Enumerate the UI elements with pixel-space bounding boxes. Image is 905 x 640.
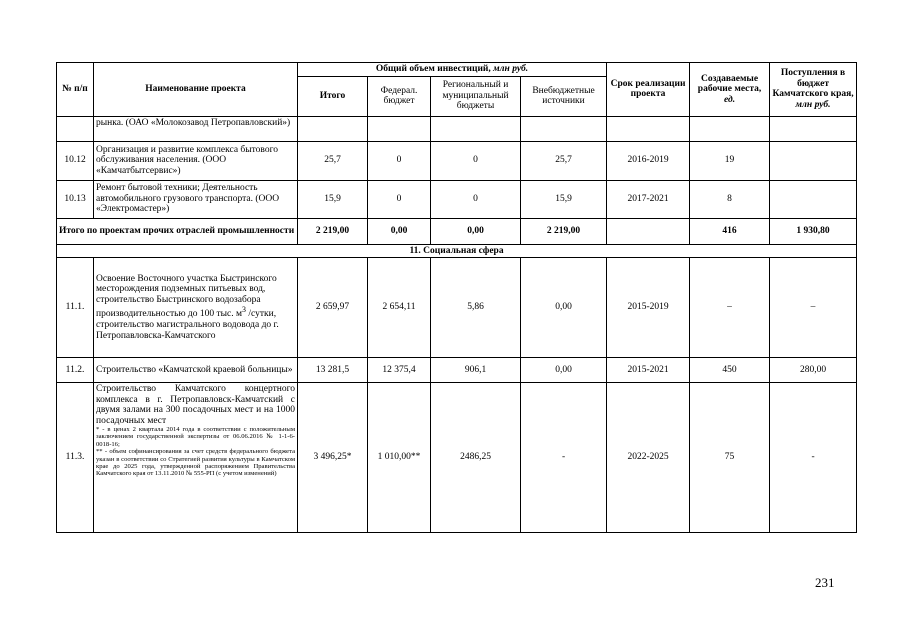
header-jobs-unit: ед. bbox=[724, 94, 736, 105]
row-name bbox=[94, 258, 298, 358]
header-offbudget: Внебюджетные источники bbox=[521, 76, 607, 116]
row-federal: 0 bbox=[368, 180, 431, 218]
row-name-text: Строительство Камчатского концертного комплекса в г. Петропавловск-Камчатский с двумя залами на 300 посадочных мест и на 1000 посадочных мест bbox=[96, 384, 295, 426]
row-jobs: 450 bbox=[690, 358, 770, 383]
row-name-part: /сутки, строительство магистрального водовода до г. Петропавловска-Камчатского bbox=[96, 309, 279, 341]
row-name bbox=[94, 383, 298, 533]
row-total: 2 659,97 bbox=[298, 258, 368, 358]
row-name: Строительство «Камчатской краевой больницы» bbox=[94, 358, 298, 383]
row-name-superscript: 3 bbox=[242, 305, 246, 315]
subtotal-total: 2 219,00 bbox=[298, 218, 368, 244]
row-name: Организация и развитие комплекса бытового обслуживания населения. (ООО «Камчатбытсервис») bbox=[94, 141, 298, 180]
header-total: Итого bbox=[298, 76, 368, 116]
header-revenue-label: Поступления в бюджет Камчатского края, bbox=[772, 68, 854, 100]
row-revenue bbox=[770, 180, 857, 218]
row-num: 11.3. bbox=[57, 383, 94, 533]
row-period: 2017-2021 bbox=[607, 180, 690, 218]
header-name: Наименование проекта bbox=[94, 63, 298, 117]
row-federal: 2 654,11 bbox=[368, 258, 431, 358]
row-federal: 1 010,00** bbox=[368, 383, 431, 533]
row-total: 25,7 bbox=[298, 141, 368, 180]
subtotal-jobs: 416 bbox=[690, 218, 770, 244]
header-num: № п/п bbox=[57, 63, 94, 117]
row-regional: 0 bbox=[431, 180, 521, 218]
row-period: 2015-2021 bbox=[607, 358, 690, 383]
row-offbudget: 0,00 bbox=[521, 358, 607, 383]
row-num: 10.13 bbox=[57, 180, 94, 218]
row-name-part: Освоение Восточного участка Быстринского месторождения подземных питьевых вод, строительство Быстринского водозабора производительностью до 100 тыс. м bbox=[96, 273, 277, 320]
subtotal-regional: 0,00 bbox=[431, 218, 521, 244]
row-offbudget: 0,00 bbox=[521, 258, 607, 358]
subtotal-row bbox=[57, 218, 857, 244]
table-row bbox=[57, 141, 857, 180]
row-total: 15,9 bbox=[298, 180, 368, 218]
footnote-federal: ** - объем софинансирования за счет средств федерального бюджета указан в соответствии со Стратегией развития культуры в Камчатском крае до 2025 года, утвержденной распоряжением Правительства Камчатского края от 13.11.2010 № 555-РП (с учетом изменений) bbox=[96, 448, 295, 478]
subtotal-label: Итого по проектам прочих отраслей промышленности bbox=[57, 218, 298, 244]
table-row bbox=[57, 358, 857, 383]
row-regional: 2486,25 bbox=[431, 383, 521, 533]
row-jobs: 19 bbox=[690, 141, 770, 180]
row-revenue bbox=[770, 141, 857, 180]
header-jobs-label: Создаваемые рабочие места, bbox=[697, 73, 762, 94]
row-regional: 0 bbox=[431, 141, 521, 180]
subtotal-period bbox=[607, 218, 690, 244]
header-row-1 bbox=[57, 63, 857, 77]
table-row bbox=[57, 180, 857, 218]
table-row bbox=[57, 116, 857, 141]
row-offbudget: 15,9 bbox=[521, 180, 607, 218]
header-volume-unit: млн руб. bbox=[493, 64, 529, 74]
row-cont-name: рынка. (ОАО «Молокозавод Петропавловский») bbox=[94, 116, 298, 141]
row-offbudget: - bbox=[521, 383, 607, 533]
table-row bbox=[57, 383, 857, 533]
row-revenue: 280,00 bbox=[770, 358, 857, 383]
row-period: 2022-2025 bbox=[607, 383, 690, 533]
header-volume bbox=[298, 63, 607, 77]
header-jobs bbox=[690, 63, 770, 117]
row-name: Ремонт бытовой техники; Деятельность автомобильного грузового транспорта. (ООО «Электромастер») bbox=[94, 180, 298, 218]
page-number: 231 bbox=[815, 575, 835, 590]
section-title: 11. Социальная сфера bbox=[57, 244, 857, 258]
row-num: 10.12 bbox=[57, 141, 94, 180]
row-period: 2016-2019 bbox=[607, 141, 690, 180]
row-jobs: – bbox=[690, 258, 770, 358]
header-volume-label: Общий объем инвестиций, bbox=[375, 64, 491, 74]
header-regional: Региональный и муниципальный бюджеты bbox=[431, 76, 521, 116]
subtotal-revenue: 1 930,80 bbox=[770, 218, 857, 244]
header-revenue-unit: млн руб. bbox=[795, 99, 831, 110]
row-revenue: - bbox=[770, 383, 857, 533]
row-num: 11.1. bbox=[57, 258, 94, 358]
header-federal: Федерал. бюджет bbox=[368, 76, 431, 116]
row-jobs: 8 bbox=[690, 180, 770, 218]
section-row bbox=[57, 244, 857, 258]
row-regional: 5,86 bbox=[431, 258, 521, 358]
row-regional: 906,1 bbox=[431, 358, 521, 383]
row-total: 3 496,25* bbox=[298, 383, 368, 533]
footnote-price: * - в ценах 2 квартала 2014 года в соответствии с положительным заключением государственной экспертизы от 06.06.2016 № 1-1-6-0018-16; bbox=[96, 426, 295, 448]
row-total: 13 281,5 bbox=[298, 358, 368, 383]
row-period: 2015-2019 bbox=[607, 258, 690, 358]
row-jobs: 75 bbox=[690, 383, 770, 533]
row-federal: 12 375,4 bbox=[368, 358, 431, 383]
investment-table bbox=[56, 62, 857, 533]
subtotal-federal: 0,00 bbox=[368, 218, 431, 244]
row-offbudget: 25,7 bbox=[521, 141, 607, 180]
row-revenue: – bbox=[770, 258, 857, 358]
table-row bbox=[57, 258, 857, 358]
subtotal-offbudget: 2 219,00 bbox=[521, 218, 607, 244]
row-federal: 0 bbox=[368, 141, 431, 180]
header-revenue bbox=[770, 63, 857, 117]
row-num: 11.2. bbox=[57, 358, 94, 383]
header-period: Срок реализации проекта bbox=[607, 63, 690, 117]
